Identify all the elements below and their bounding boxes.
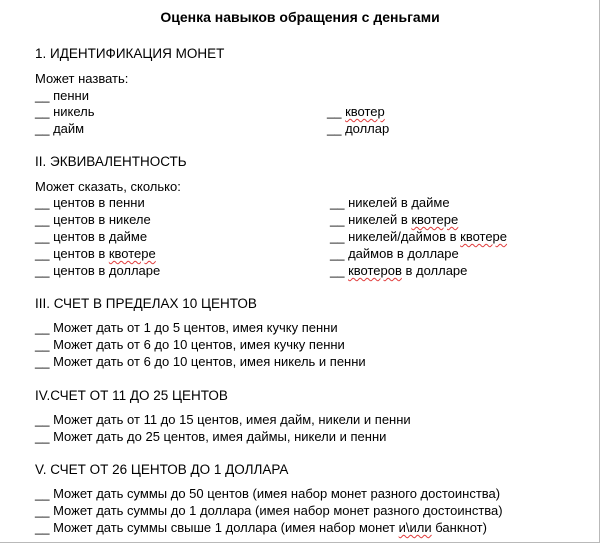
equiv-item-cents-quarter: __ центов в квотере xyxy=(35,246,156,261)
section1-intro: Может назвать: xyxy=(35,71,129,86)
quarter-word: квотере xyxy=(460,229,508,244)
count10-item: __ Может дать от 6 до 10 центов, имея кучку пенни xyxy=(35,337,345,352)
count10-item: __ Может дать от 1 до 5 центов, имея кучку пенни xyxy=(35,320,338,335)
equiv-item-quarters-dollar: __ квотеров в долларе xyxy=(330,263,468,278)
coin-item-penny: __ пенни xyxy=(35,88,89,103)
equiv-item-cents-dime: __ центов в дайме xyxy=(35,229,148,244)
section3-heading: III. СЧЕТ В ПРЕДЕЛАХ 10 ЦЕНТОВ xyxy=(35,296,257,311)
equiv-item-nickels-dimes-quarter: __ никелей/даймов в квотере xyxy=(330,229,508,244)
equiv-item-cents-penny: __ центов в пенни xyxy=(35,195,145,210)
section2-heading: II. ЭКВИВАЛЕНТНОСТЬ xyxy=(35,154,187,169)
equiv-item-cents-dollar: __ центов в долларе xyxy=(35,263,161,278)
count25-item: __ Может дать до 25 центов, имея даймы, никели и пенни xyxy=(35,429,387,444)
equiv-item-nickels-quarter: __ никелей в квотере xyxy=(330,212,459,227)
coin-item-dollar: __ доллар xyxy=(327,121,390,136)
section5-heading: V. СЧЕТ ОТ 26 ЦЕНТОВ ДО 1 ДОЛЛАРА xyxy=(35,462,289,477)
coin-item-quarter: __ квотер xyxy=(327,104,385,119)
section2-intro: Может сказать, сколько: xyxy=(35,179,181,194)
quarter-word: квотер xyxy=(345,104,385,119)
count10-item: __ Может дать от 6 до 10 центов, имея никель и пенни xyxy=(35,354,366,369)
quarter-word: квотере xyxy=(411,212,459,227)
count25-item: __ Может дать от 11 до 15 центов, имея дайм, никели и пенни xyxy=(35,412,411,427)
equiv-item-cents-nickel: __ центов в никеле xyxy=(35,212,151,227)
count-dollar-item: __ Может дать суммы до 50 центов (имея набор монет разного достоинства) xyxy=(35,486,501,501)
equiv-item-dimes-dollar: __ даймов в долларе xyxy=(330,246,459,261)
section1-heading: 1. ИДЕНТИФИКАЦИЯ МОНЕТ xyxy=(35,46,225,61)
page-title: Оценка навыков обращения с деньгами xyxy=(160,9,440,25)
count-dollar-item: __ Может дать суммы до 1 доллара (имея набор монет разного достоинства) xyxy=(35,503,503,518)
count-dollar-item: __ Может дать суммы свыше 1 доллара (имея набор монет и\или банкнот) xyxy=(35,520,487,535)
and-or-word: и\или xyxy=(398,520,432,535)
quarter-word: квотере xyxy=(108,246,156,261)
equiv-item-nickels-dime: __ никелей в дайме xyxy=(330,195,450,210)
coin-item-nickel: __ никель xyxy=(35,104,95,119)
quarters-word: квотеров xyxy=(348,263,402,278)
coin-item-dime: __ дайм xyxy=(35,121,85,136)
section4-heading: IV.СЧЕТ ОТ 11 ДО 25 ЦЕНТОВ xyxy=(35,388,228,403)
